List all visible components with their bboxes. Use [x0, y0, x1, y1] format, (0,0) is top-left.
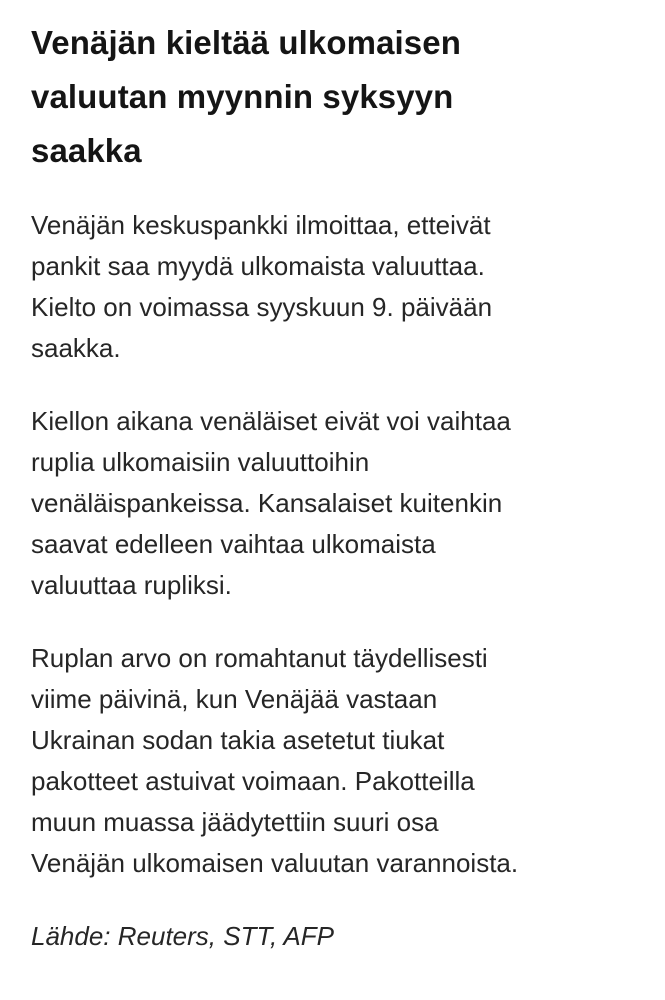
headline [31, 0, 651, 178]
paragraph-line: saakka. [31, 333, 121, 363]
paragraph-line: Venäjän ulkomaisen valuutan varannoista. [31, 848, 519, 878]
paragraph-line: ruplia ulkomaisiin valuuttoihin [31, 447, 370, 477]
paragraph-line: Kiellon aikana venäläiset eivät voi vaihtaa [31, 406, 511, 436]
paragraph-line: Kielto on voimassa syyskuun 9. päivään [31, 292, 493, 322]
paragraph-line: valuuttaa rupliksi. [31, 570, 232, 600]
paragraph-line: viime päivinä, kun Venäjää vastaan [31, 684, 438, 714]
paragraph-line: Ruplan arvo on romahtanut täydellisesti [31, 643, 488, 673]
paragraph-line: pakotteet astuivat voimaan. Pakotteilla [31, 766, 475, 796]
source-credit: Lähde: Reuters, STT, AFP [31, 921, 334, 951]
paragraph-2 [31, 401, 651, 606]
paragraph-1 [31, 205, 651, 369]
paragraph-line: Venäjän keskuspankki ilmoittaa, etteivät [31, 210, 491, 240]
paragraph-3 [31, 638, 651, 884]
headline-line: valuutan myynnin syksyyn [31, 78, 454, 115]
headline-line: saakka [31, 132, 142, 169]
paragraph-line: pankit saa myydä ulkomaista valuuttaa. [31, 251, 485, 281]
paragraph-line: muun muassa jäädytettiin suuri osa [31, 807, 439, 837]
paragraph-line: Ukrainan sodan takia asetetut tiukat [31, 725, 445, 755]
article [31, 0, 651, 957]
paragraph-line: venäläispankeissa. Kansalaiset kuitenkin [31, 488, 503, 518]
paragraph-line: saavat edelleen vaihtaa ulkomaista [31, 529, 436, 559]
headline-line: Venäjän kieltää ulkomaisen [31, 24, 461, 61]
